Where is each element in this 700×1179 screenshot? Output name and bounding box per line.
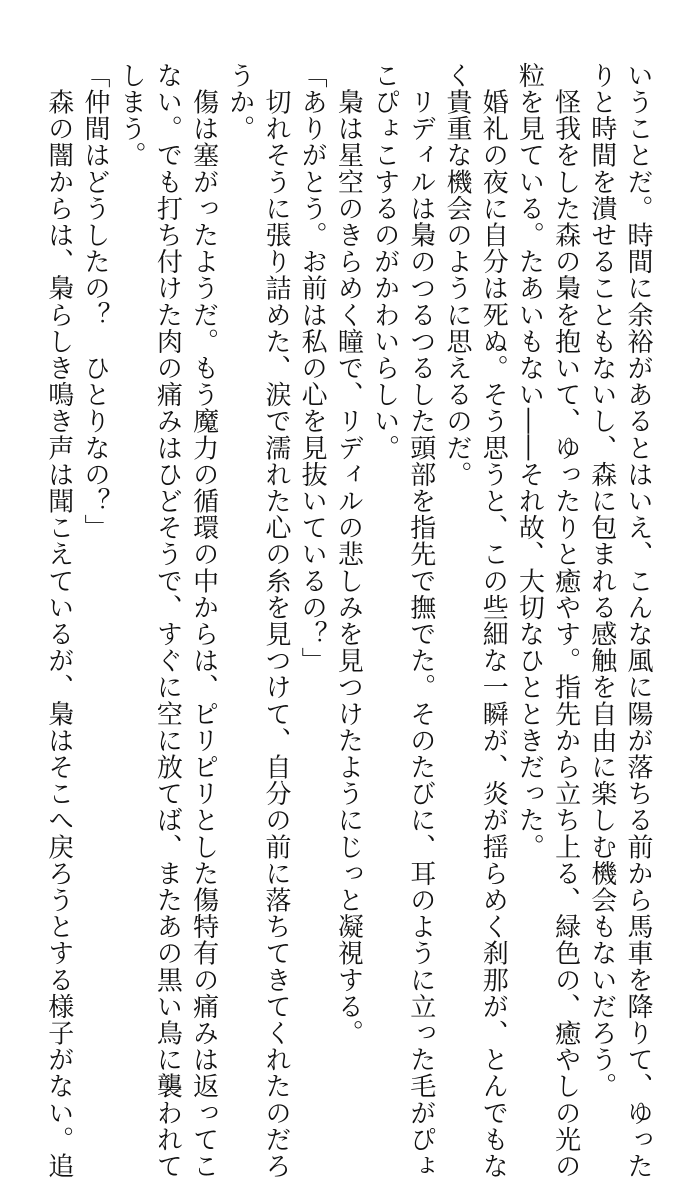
text-line: リディルは梟のつるつるした頭部を指先で撫でた。そのたびに、耳のように立った毛がぴょ — [405, 62, 436, 1179]
text-line: こぴょこするのがかわいらしい。 — [369, 62, 400, 461]
text-line: 婚礼の夜に自分は死ぬ。そう思うと、この些細な一瞬が、炎が揺らめく刹那が、とんでもな — [478, 62, 509, 1179]
text-line: 怪我をした森の梟を抱いて、ゆったりと癒やす。指先から立ち上る、緑色の、癒やしの光の — [550, 62, 581, 1179]
vertical-text-body — [41, 62, 656, 1179]
text-line: 「ありがとう。お前は私の心を見抜いているの？」 — [297, 62, 328, 674]
text-line: 切れそうに張り詰めた、涙で濡れた心の糸を見つけて、自分の前に落ちてきてくれたのだろ — [260, 62, 291, 1179]
text-line: 「仲間はどうしたの？ ひとりなの？」 — [79, 62, 110, 541]
text-line: ない。でも打ち付けた肉の痛みはひどそうで、すぐに空に放てば、またあの黒い鳥に襲われて — [152, 62, 183, 1179]
text-line: く貴重な機会のように思えるのだ。 — [441, 62, 472, 488]
text-line: しまう。 — [116, 62, 147, 169]
text-line: 傷は塞がったようだ。もう魔力の循環の中からは、ピリピリとした傷特有の痛みは返ってこ — [188, 62, 219, 1179]
text-line: 梟は星空のきらめく瞳で、リディルの悲しみを見つけたようにじっと凝視する。 — [333, 62, 364, 1047]
text-line: 粒を見ている。たあいもない――それ故、大切なひとときだった。 — [514, 62, 545, 860]
text-line: りと時間を潰せることもないし、森に包まれる感触を自由に楽しむ機会もないだろう。 — [586, 62, 617, 1100]
text-line: うか。 — [224, 62, 255, 142]
text-line: 森の闇からは、梟らしき鳴き声は聞こえているが、梟はそこへ戻ろうとする様子がない。追 — [43, 62, 74, 1179]
text-line: いうことだ。時間に余裕があるとはいえ、こんな風に陽が落ちる前から馬車を降りて、ゆった — [623, 62, 653, 1179]
